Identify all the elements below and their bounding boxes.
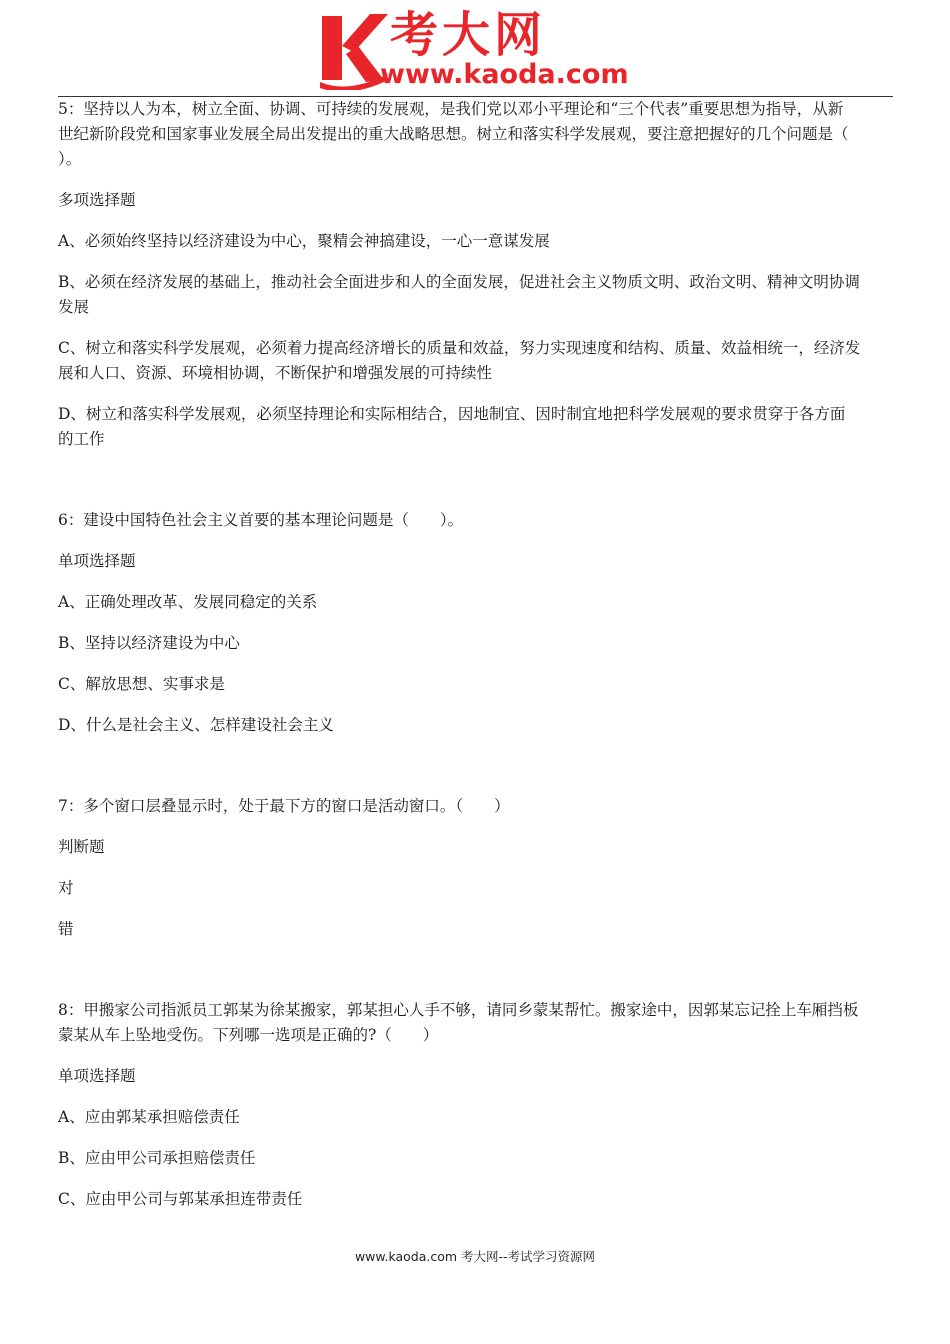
logo-chinese-name: 考大网 [390, 7, 547, 63]
option-a[interactable]: A、必须始终坚持以经济建设为中心，聚精会神搞建设，一心一意谋发展 [58, 232, 550, 250]
question-7 [58, 794, 894, 942]
question-stem-line: 蒙某从车上坠地受伤。下列哪一选项是正确的?（ ） [58, 1026, 439, 1044]
option-d[interactable]: D、什么是社会主义、怎样建设社会主义 [58, 716, 334, 734]
logo-url: www.kaoda.com [380, 59, 629, 90]
site-logo[interactable] [318, 8, 648, 90]
option-b[interactable] [58, 270, 894, 320]
question-5 [58, 97, 894, 452]
option-line: 发展 [58, 298, 90, 316]
page-footer[interactable]: www.kaoda.com 考大网--考试学习资源网 [354, 1249, 596, 1264]
option-line: D、树立和落实科学发展观，必须坚持理论和实际相结合，因地制宜、因时制宜地把科学发展观的要求贯穿于各方面 [58, 405, 846, 423]
question-type: 判断题 [58, 838, 105, 856]
question-stem-line: 8：甲搬家公司指派员工郭某为徐某搬家，郭某担心人手不够，请同乡蒙某帮忙。搬家途中，因郭某忘记拴上车厢挡板 [58, 1001, 859, 1019]
option-a[interactable]: A、正确处理改革、发展同稳定的关系 [58, 593, 318, 611]
question-stem-line: 6：建设中国特色社会主义首要的基本理论问题是（ ）。 [58, 511, 464, 529]
option-b[interactable]: B、应由甲公司承担赔偿责任 [58, 1149, 256, 1167]
option-c[interactable]: C、解放思想、实事求是 [58, 675, 225, 693]
question-stem-line: 世纪新阶段党和国家事业发展全局出发提出的重大战略思想。树立和落实科学发展观，要注意把握好的几个问题是（ [58, 125, 849, 143]
option-c[interactable] [58, 336, 894, 386]
option-b[interactable]: B、坚持以经济建设为中心 [58, 634, 240, 652]
question-stem-line: ）。 [58, 150, 82, 168]
option-false[interactable]: 错 [58, 920, 74, 938]
question-type: 多项选择题 [58, 191, 136, 209]
option-line: 展和人口、资源、环境相协调，不断保护和增强发展的可持续性 [58, 364, 493, 382]
option-line: 的工作 [58, 430, 105, 448]
option-line: C、树立和落实科学发展观，必须着力提高经济增长的质量和效益，努力实现速度和结构、质量、效益相统一，经济发 [58, 339, 861, 357]
question-list [58, 97, 894, 1212]
question-6 [58, 508, 894, 738]
question-type: 单项选择题 [58, 552, 136, 570]
question-stem-line: 7：多个窗口层叠显示时，处于最下方的窗口是活动窗口。（ ） [58, 797, 510, 815]
option-c[interactable]: C、应由甲公司与郭某承担连带责任 [58, 1190, 303, 1208]
option-a[interactable]: A、应由郭某承担赔偿责任 [58, 1108, 240, 1126]
option-d[interactable] [58, 402, 894, 452]
question-8 [58, 998, 894, 1212]
option-line: B、必须在经济发展的基础上，推动社会全面进步和人的全面发展，促进社会主义物质文明、政治文明、精神文明协调 [58, 273, 860, 291]
option-true[interactable]: 对 [58, 879, 74, 897]
question-stem-line: 5：坚持以人为本，树立全面、协调、可持续的发展观，是我们党以邓小平理论和“三个代表”重要思想为指导，从新 [58, 100, 844, 118]
question-type: 单项选择题 [58, 1067, 136, 1085]
